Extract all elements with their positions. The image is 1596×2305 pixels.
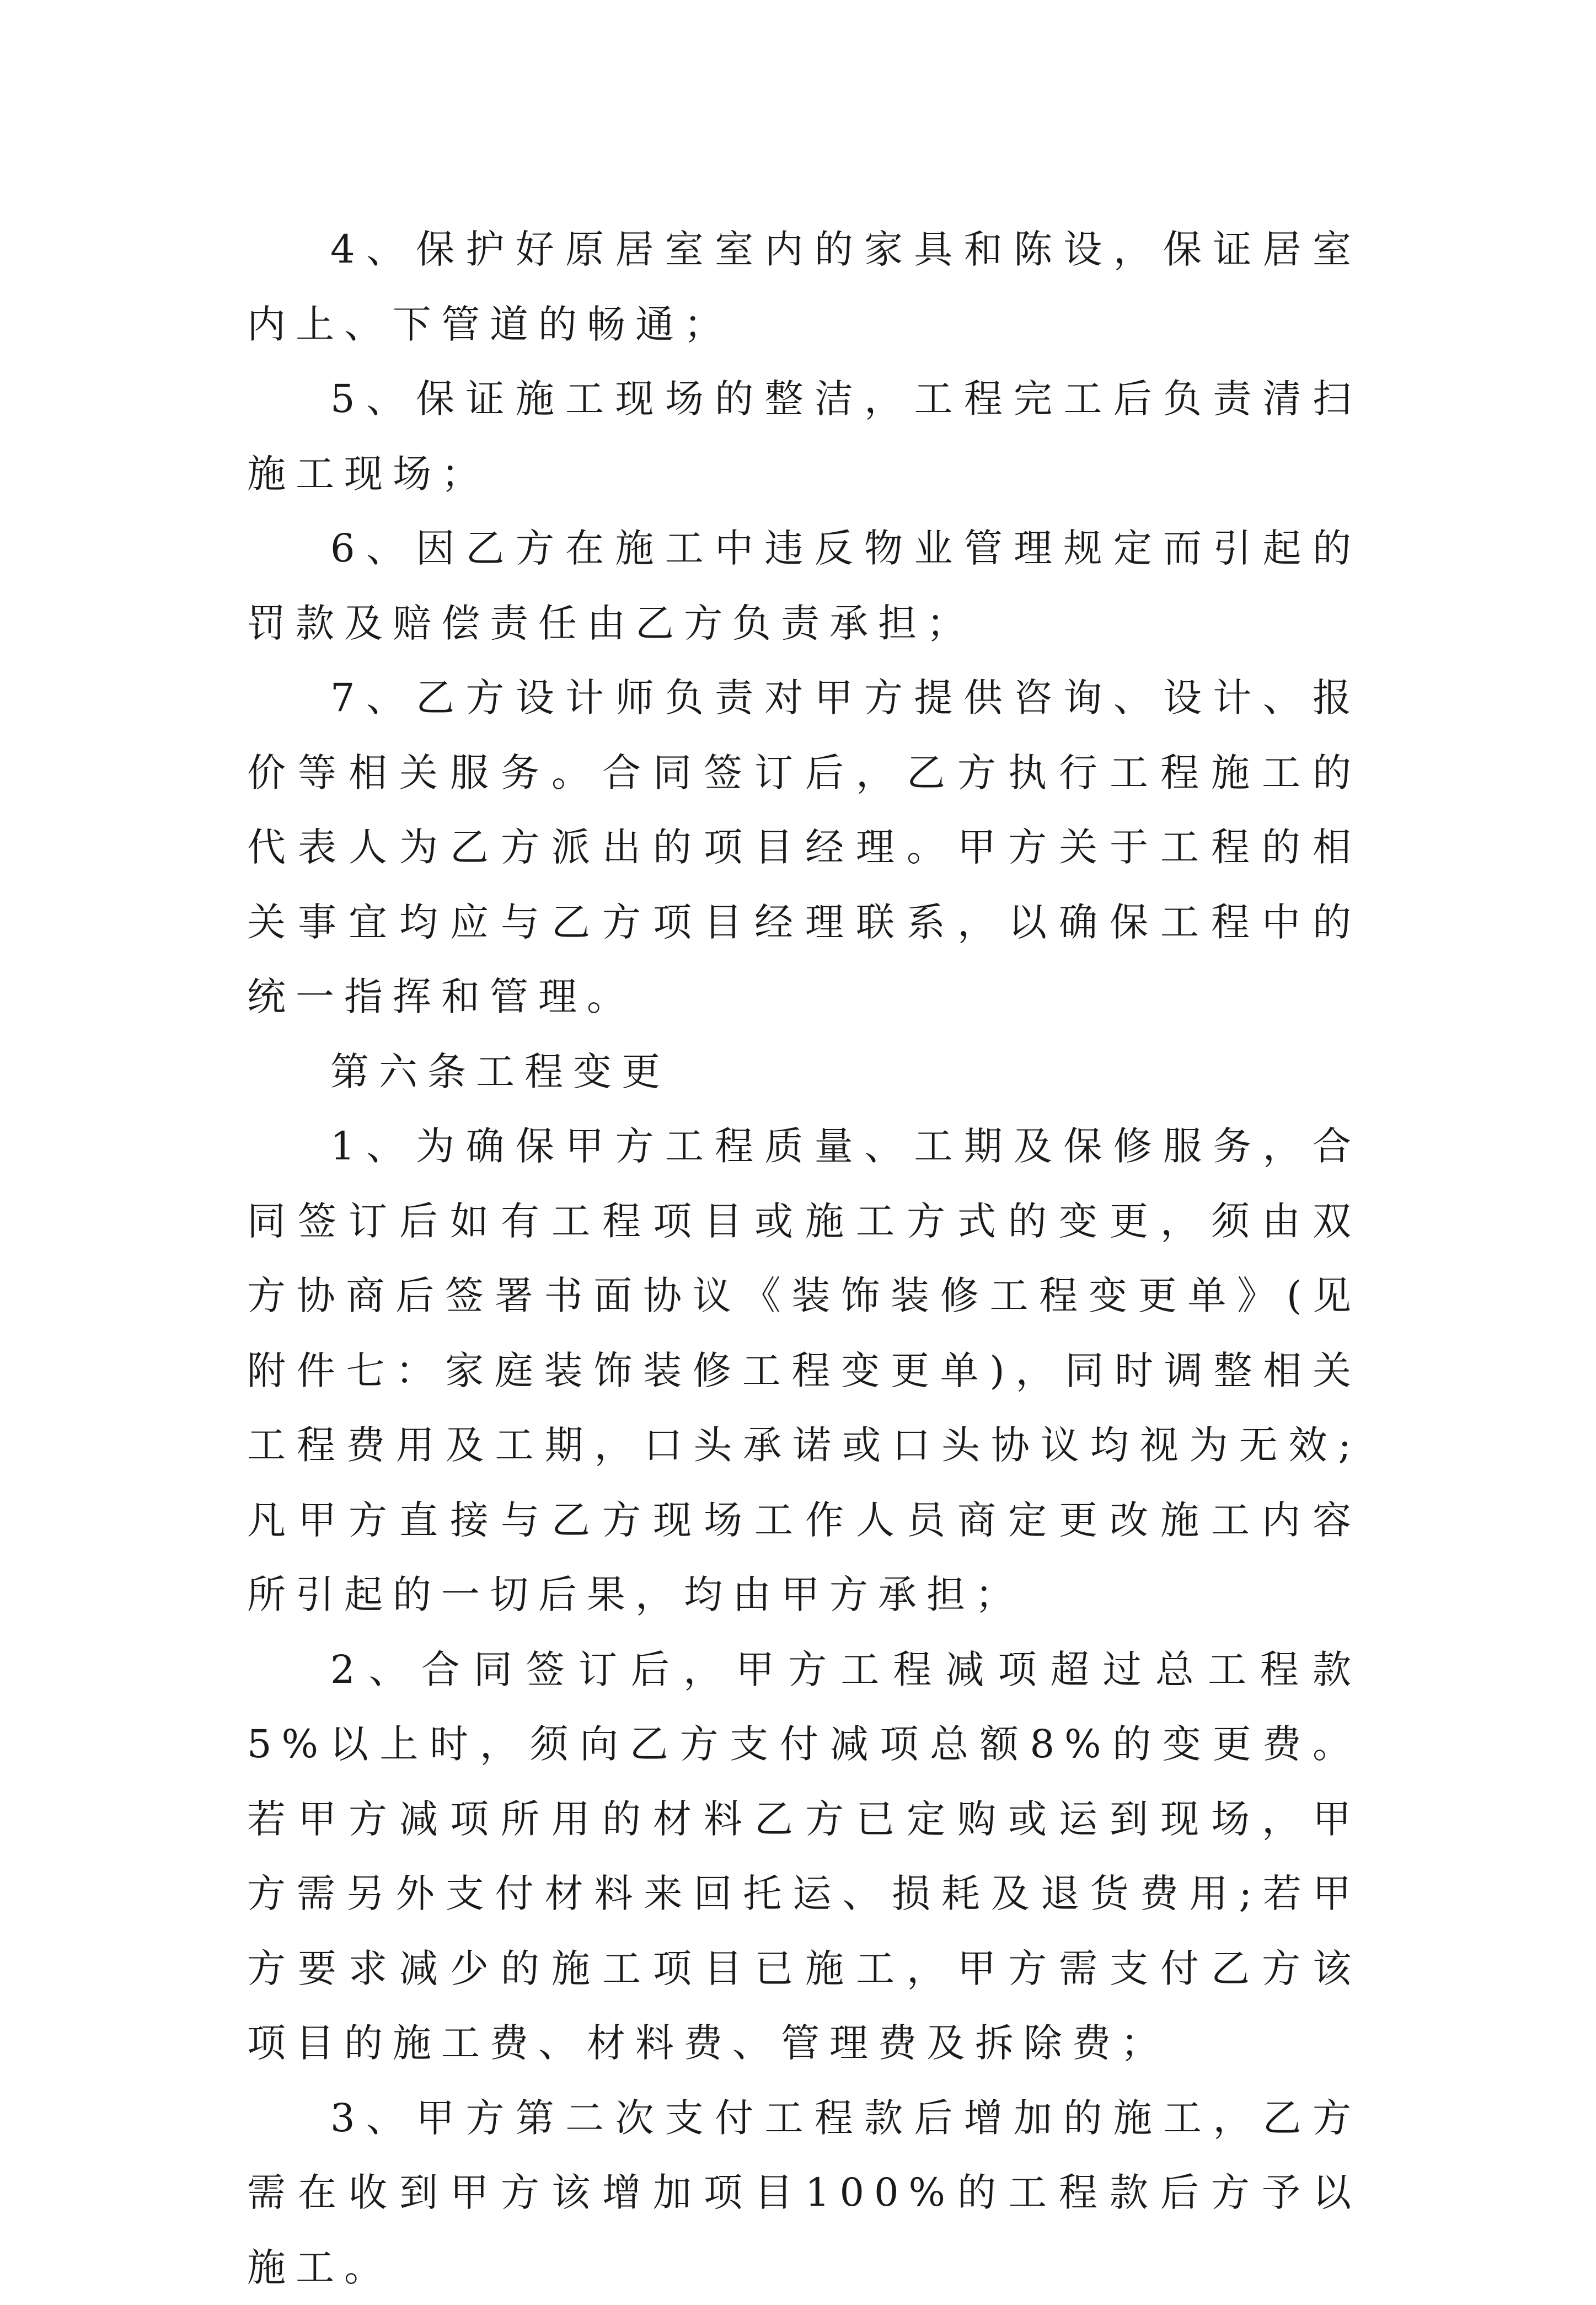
- paragraph-change-2: 2、合同签订后，甲方工程减项超过总工程款5%以上时，须向乙方支付减项总额8%的变更费。若甲方减项所用的材料乙方已定购或运到现场，甲方需另外支付材料来回托运、损耗及退货费用;若甲方要求减少的施工项目已施工，甲方需支付乙方该项目的施工费、材料费、管理费及拆除费；: [247, 1633, 1361, 2081]
- paragraph-change-1: 1、为确保甲方工程质量、工期及保修服务，合同签订后如有工程项目或施工方式的变更，须由双方协商后签署书面协议《装饰装修工程变更单》(见附件七：家庭装饰装修工程变更单)，同时调整相关工程费用及工期，口头承诺或口头协议均视为无效;凡甲方直接与乙方现场工作人员商定更改施工内容所引起的一切后果，均由甲方承担；: [247, 1109, 1361, 1633]
- section-heading-article-6: 第六条工程变更: [247, 1035, 1361, 1110]
- paragraph-change-3: 3、甲方第二次支付工程款后增加的施工，乙方需在收到甲方该增加项目100%的工程款后方予以施工。: [247, 2081, 1361, 2305]
- paragraph-clause-6: 6、因乙方在施工中违反物业管理规定而引起的罚款及赔偿责任由乙方负责承担；: [247, 511, 1361, 661]
- paragraph-clause-7: 7、乙方设计师负责对甲方提供咨询、设计、报价等相关服务。合同签订后，乙方执行工程施工的代表人为乙方派出的项目经理。甲方关于工程的相关事宜均应与乙方项目经理联系，以确保工程中的统一指挥和管理。: [247, 661, 1361, 1035]
- paragraph-clause-5: 5、保证施工现场的整洁，工程完工后负责清扫施工现场；: [247, 362, 1361, 511]
- document-body: [247, 212, 1361, 2305]
- paragraph-clause-4: 4、保护好原居室室内的家具和陈设，保证居室内上、下管道的畅通；: [247, 212, 1361, 362]
